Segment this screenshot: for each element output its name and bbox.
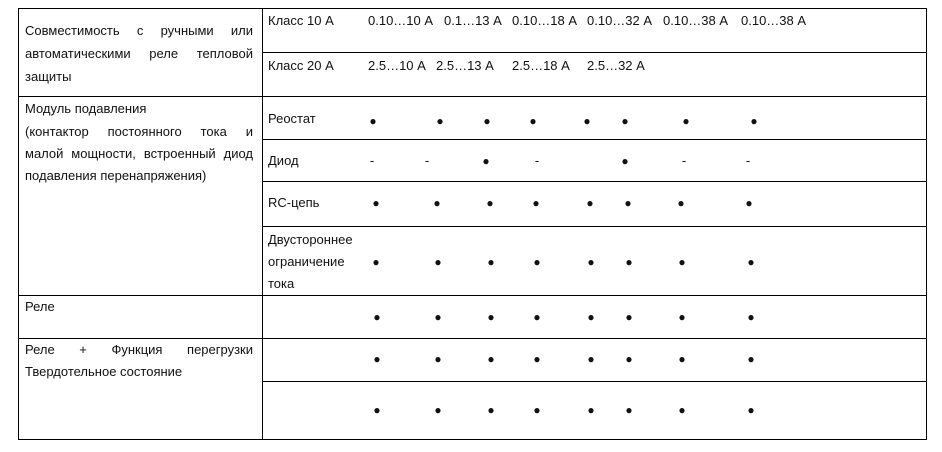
- relay-label: Реле: [25, 299, 55, 314]
- diode-label: Диод: [268, 153, 299, 168]
- mark-bullet: ●: [587, 403, 595, 417]
- mark-bullet: ●: [487, 310, 495, 324]
- suppression-label-line: подавления перенапряжения): [25, 168, 207, 183]
- mark-bullet: ●: [434, 310, 442, 324]
- mark-bullet: ●: [747, 255, 755, 269]
- mark-bullet: ●: [678, 352, 686, 366]
- class10-range: 0.1…13 А: [444, 13, 502, 28]
- class20-range: 2.5…13 А: [436, 58, 494, 73]
- mark-bullet: ●: [678, 403, 686, 417]
- suppression-label-line: малой мощности, встроенный диод: [25, 146, 253, 161]
- mark-bullet: ●: [587, 352, 595, 366]
- mark-bullet: ●: [482, 154, 490, 168]
- mark-bullet: ●: [373, 310, 381, 324]
- mark-bullet: ●: [745, 196, 753, 210]
- mark-bullet: ●: [586, 196, 594, 210]
- compatibility-label-line: автоматическими реле тепловой: [25, 46, 253, 61]
- mark-bullet: ●: [369, 114, 377, 128]
- mark-bullet: ●: [372, 196, 380, 210]
- mark-bullet: ●: [533, 352, 541, 366]
- mark-dash: -: [424, 153, 430, 168]
- mark-bullet: ●: [372, 255, 380, 269]
- mark-bullet: ●: [747, 403, 755, 417]
- class10-range: 0.10…18 А: [512, 13, 578, 28]
- mark-bullet: ●: [678, 255, 686, 269]
- class20-range: 2.5…10 А: [368, 58, 426, 73]
- bidirectional-limit-label-line: Двустороннее: [268, 232, 353, 247]
- mark-bullet: ●: [750, 114, 758, 128]
- mark-bullet: ●: [532, 196, 540, 210]
- rc-circuit-label: RC-цепь: [268, 195, 320, 210]
- mark-bullet: ●: [373, 403, 381, 417]
- mark-bullet: ●: [747, 310, 755, 324]
- mark-bullet: ●: [486, 196, 494, 210]
- bidirectional-limit-label-line: ограничение: [268, 254, 345, 269]
- suppression-label-line: (контактор постоянного тока и: [25, 124, 253, 139]
- mark-bullet: ●: [625, 403, 633, 417]
- class10-range: 0.10…32 А: [587, 13, 653, 28]
- mark-bullet: ●: [677, 196, 685, 210]
- rheostat-label: Реостат: [268, 111, 316, 126]
- mark-bullet: ●: [533, 310, 541, 324]
- mark-bullet: ●: [529, 114, 537, 128]
- mark-bullet: ●: [583, 114, 591, 128]
- mark-bullet: ●: [487, 255, 495, 269]
- mark-dash: -: [681, 153, 687, 168]
- mark-bullet: ●: [434, 352, 442, 366]
- mark-bullet: ●: [625, 352, 633, 366]
- mark-bullet: ●: [624, 196, 632, 210]
- class10-range: 0.10…38 А: [741, 13, 807, 28]
- mark-bullet: ●: [747, 352, 755, 366]
- class10-label: Класс 10 А: [268, 13, 334, 28]
- class20-range: 2.5…18 А: [512, 58, 570, 73]
- mark-bullet: ●: [678, 310, 686, 324]
- mark-dash: -: [745, 153, 751, 168]
- compatibility-label-line: Совместимость с ручными или: [25, 23, 253, 38]
- relay-overload-label-line: Реле + Функция перегрузки: [25, 342, 253, 357]
- mark-bullet: ●: [621, 154, 629, 168]
- class20-range: 2.5…32 А: [587, 58, 645, 73]
- mark-bullet: ●: [483, 114, 491, 128]
- mark-bullet: ●: [487, 352, 495, 366]
- mark-bullet: ●: [487, 403, 495, 417]
- mark-bullet: ●: [434, 255, 442, 269]
- mark-bullet: ●: [621, 114, 629, 128]
- class10-range: 0.10…38 А: [663, 13, 729, 28]
- mark-dash: -: [534, 153, 540, 168]
- class10-range: 0.10…10 А: [368, 13, 434, 28]
- mark-bullet: ●: [533, 255, 541, 269]
- relay-overload-label-line: Твердотельное состояние: [25, 364, 183, 379]
- mark-bullet: ●: [434, 403, 442, 417]
- mark-dash: -: [369, 153, 375, 168]
- mark-bullet: ●: [587, 310, 595, 324]
- bidirectional-limit-label-line: тока: [268, 276, 295, 291]
- mark-bullet: ●: [533, 403, 541, 417]
- class20-label: Класс 20 А: [268, 58, 334, 73]
- suppression-label-line: Модуль подавления: [25, 101, 147, 116]
- mark-bullet: ●: [587, 255, 595, 269]
- mark-bullet: ●: [625, 255, 633, 269]
- mark-bullet: ●: [433, 196, 441, 210]
- mark-bullet: ●: [625, 310, 633, 324]
- compatibility-label-line: защиты: [25, 69, 72, 84]
- mark-bullet: ●: [682, 114, 690, 128]
- mark-bullet: ●: [373, 352, 381, 366]
- mark-bullet: ●: [436, 114, 444, 128]
